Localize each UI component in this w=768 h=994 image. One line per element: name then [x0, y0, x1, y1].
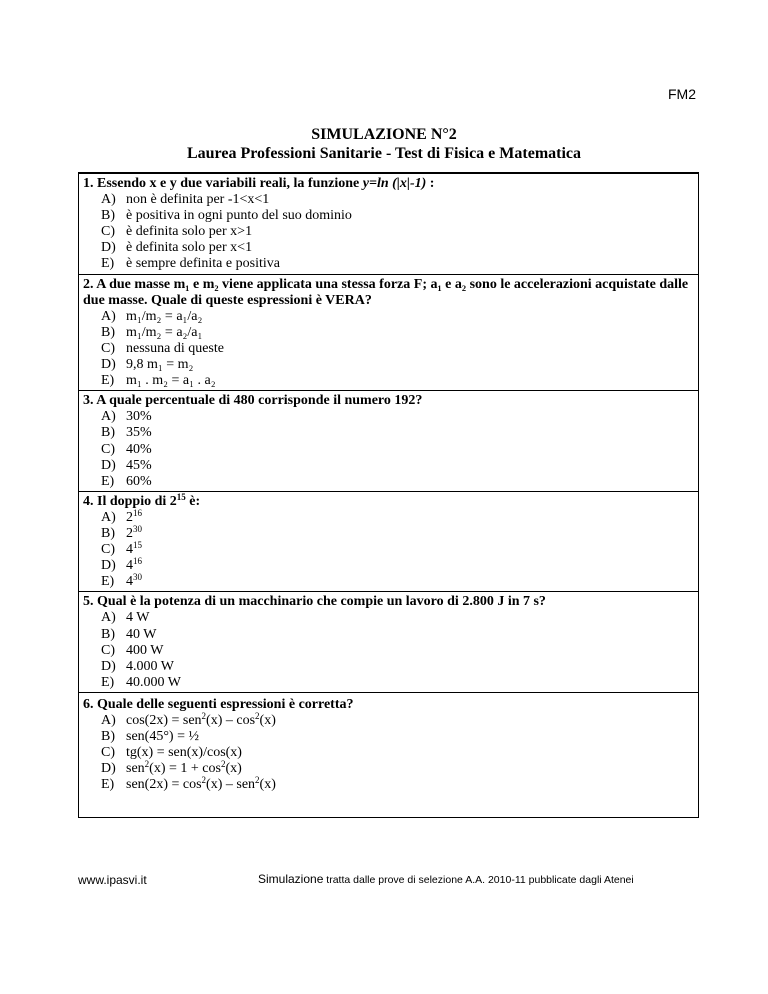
option-d[interactable]: D) 45%	[101, 457, 152, 473]
option-d[interactable]: D) 4.000 W	[101, 658, 174, 674]
option-a[interactable]: A) $2^{16}$	[101, 507, 142, 525]
page-title: SIMULAZIONE N°2	[311, 126, 457, 143]
option-e[interactable]: E) m₁ . m₂ = a₁ . a₂	[101, 373, 216, 389]
question-text: 2. A due masse m₁ e m₂ viene applicata una stessa forza F; a₁ e a₂ sono le accelerazioni acquistate dalle due masse. Quale di queste espressioni è VERA?	[83, 276, 689, 308]
option-b[interactable]: B) sen(45°) = ½	[101, 729, 199, 745]
question-5	[79, 592, 698, 693]
option-d[interactable]: D) $4^{16}$	[101, 556, 142, 574]
question-4	[79, 492, 698, 593]
option-c[interactable]: C) tg(x) = sen(x)/cos(x)	[101, 745, 242, 761]
question-text: 4. Il doppio di $2^{15}$ è:	[83, 491, 201, 509]
document-code: FM2	[668, 86, 696, 102]
question-text: 5. Qual è la potenza di un macchinario che compie un lavoro di 2.800 J in 7 s?	[83, 594, 546, 610]
question-2	[79, 275, 698, 392]
question-3	[79, 391, 698, 492]
question-text: 6. Quale delle seguenti espressioni è corretta?	[83, 696, 354, 712]
option-b[interactable]: B) m₁/m₂ = a₂/a₁	[101, 324, 203, 340]
option-e[interactable]: E) è sempre definita e positiva	[101, 256, 280, 272]
option-b[interactable]: B) 35%	[101, 425, 152, 441]
option-a[interactable]: A) $\cos(2x) = sen^2(x) - \cos^2(x)$	[101, 711, 276, 728]
question-1	[79, 174, 698, 275]
questions-table	[78, 172, 699, 818]
option-c[interactable]: C) $4^{15}$	[101, 540, 142, 558]
option-b[interactable]: B) $2^{30}$	[101, 523, 142, 541]
option-e[interactable]: E) 40.000 W	[101, 674, 181, 690]
option-a[interactable]: A) m₁/m₂ = a₁/a₂	[101, 308, 203, 324]
option-c[interactable]: C) 40%	[101, 441, 152, 457]
question-6	[79, 693, 698, 817]
option-d[interactable]: D) 9,8 m₁ = m₂	[101, 357, 194, 373]
option-d[interactable]: D) $sen^2(x) = 1 + \cos^2(x)$	[101, 759, 242, 777]
option-c[interactable]: C) 400 W	[101, 642, 164, 658]
option-b[interactable]: B) è positiva in ogni punto del suo dominio	[101, 208, 352, 224]
option-a[interactable]: A) non è definita per -1<x<1	[101, 192, 270, 208]
option-d[interactable]: D) è definita solo per x<1	[101, 240, 253, 256]
page-subtitle: Laurea Professioni Sanitarie - Test di Fisica e Matematica	[186, 145, 582, 162]
option-a[interactable]: A) 30%	[101, 409, 152, 425]
option-e[interactable]: E) $4^{30}$	[101, 572, 142, 590]
option-b[interactable]: B) 40 W	[101, 626, 157, 642]
option-c[interactable]: C) nessuna di queste	[101, 340, 224, 356]
question-text: 1. Essendo x e y due variabili reali, la funzione y=ln (|x|-1) :	[83, 176, 435, 191]
footer-note: Simulazione tratta dalle prove di selezione A.A. 2010-11 pubblicate dagli Atenei	[258, 872, 634, 886]
option-a[interactable]: A) 4 W	[101, 610, 150, 626]
question-text: 3. A quale percentuale di 480 corrisponde il numero 192?	[83, 393, 423, 409]
footer-website: www.ipasvi.it	[78, 873, 147, 887]
option-c[interactable]: C) è definita solo per x>1	[101, 224, 253, 240]
option-e[interactable]: E) $sen(2x) = \cos^2(x) - sen^2(x)$	[101, 775, 276, 793]
option-e[interactable]: E) 60%	[101, 473, 152, 489]
